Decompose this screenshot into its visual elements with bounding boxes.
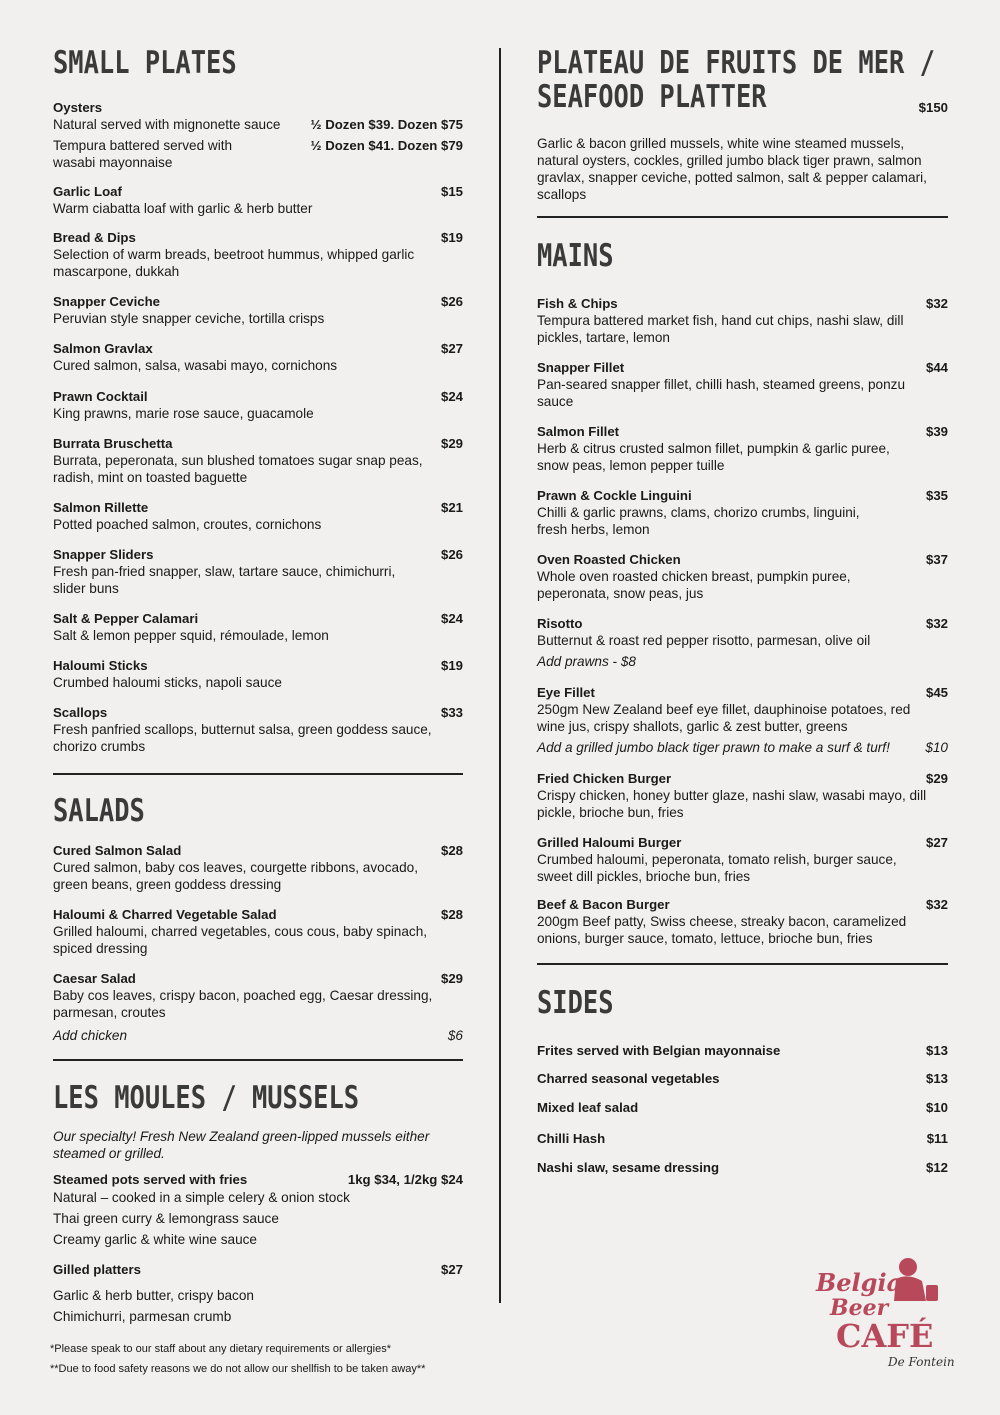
item-price: $29: [440, 971, 463, 986]
menu-item: [53, 229, 463, 280]
item-name: Oven Roasted Chicken: [537, 552, 681, 567]
item-name: Caesar Salad: [53, 971, 136, 986]
item-name: Bread & Dips: [53, 230, 136, 245]
item-desc: 250gm New Zealand beef eye fillet, dauphinoise potatoes, red wine jus, crispy shallots, garlic & zest butter, greens: [537, 702, 911, 734]
option: Creamy garlic & white wine sauce: [53, 1232, 257, 1247]
section-divider: [537, 963, 948, 965]
menu-item: [53, 970, 463, 1021]
item-name: Steamed pots served with fries: [53, 1172, 248, 1187]
fillet-addon-price: $10: [925, 740, 948, 755]
item-name: Prawn & Cockle Linguini: [537, 488, 692, 503]
side-item: [537, 1042, 948, 1059]
menu-item: [537, 684, 948, 756]
section-divider: [53, 1059, 463, 1061]
item-price: $33: [440, 705, 463, 720]
platter-price: $150: [918, 100, 948, 115]
item-price: $26: [440, 294, 463, 309]
item-desc: Whole oven roasted chicken breast, pumpkin puree, peperonata, snow peas, jus: [537, 569, 851, 601]
side-item: [537, 1070, 948, 1087]
item-desc: Herb & citrus crusted salmon fillet, pumpkin & garlic puree, snow peas, lemon pepper tuille: [537, 441, 890, 473]
item-desc: Fresh pan-fried snapper, slaw, tartare sauce, chimichurri, slider buns: [53, 564, 396, 596]
menu-item: [537, 423, 948, 474]
menu-item: [53, 388, 463, 422]
item-price: $19: [440, 230, 463, 245]
menu-item: [537, 834, 948, 885]
item-price: $45: [925, 685, 948, 700]
item-price: $37: [925, 552, 948, 567]
item-desc: Warm ciabatta loaf with garlic & herb butter: [53, 201, 313, 216]
item-desc: King prawns, marie rose sauce, guacamole: [53, 406, 314, 421]
column-divider: [499, 48, 501, 1303]
item-name: Cured Salmon Salad: [53, 843, 182, 858]
item-price: $27: [925, 835, 948, 850]
sides-title: SIDES: [537, 985, 614, 1021]
section-divider: [53, 773, 463, 775]
platter-desc: Garlic & bacon grilled mussels, white wine steamed mussels, natural oysters, cockles, grilled jumbo black tiger prawn, salmon gravlax, snapper ceviche, potted salmon, salt & pepper calamari, scallops: [537, 136, 927, 202]
item-desc: Pan-seared snapper fillet, chilli hash, steamed greens, ponzu sauce: [537, 377, 906, 409]
menu-item: [537, 359, 948, 410]
item-desc: Cured salmon, baby cos leaves, courgette ribbons, avocado, green beans, green goddess dressing: [53, 860, 418, 892]
menu-item: [53, 546, 463, 597]
addon-label: Add chicken: [53, 1028, 128, 1043]
item-price: $10: [925, 1100, 948, 1115]
item-desc: Selection of warm breads, beetroot hummus, whipped garlic mascarpone, dukkah: [53, 247, 415, 279]
option: Thai green curry & lemongrass sauce: [53, 1211, 279, 1226]
logo-word-beer: Beer: [830, 1295, 889, 1321]
item-desc: Peruvian style snapper ceviche, tortilla crisps: [53, 311, 325, 326]
item-price: $21: [440, 500, 463, 515]
item-price: $26: [440, 547, 463, 562]
item-desc: Fresh panfried scallops, butternut salsa, green goddess sauce, chorizo crumbs: [53, 722, 432, 754]
shellfish-note: **Due to food safety reasons we do not allow our shellfish to be taken away**: [50, 1363, 426, 1375]
item-name: Risotto: [537, 616, 583, 631]
small-plates-title: SMALL PLATES: [53, 45, 237, 81]
menu-item: [537, 487, 948, 538]
item-name: Garlic Loaf: [53, 184, 122, 199]
item-price: 1kg $34, 1/2kg $24: [347, 1172, 463, 1187]
side-item: [537, 1099, 948, 1116]
menu-item: [53, 293, 463, 327]
menu-item: [53, 435, 463, 486]
item-name: Prawn Cocktail: [53, 389, 148, 404]
menu-item: [53, 704, 463, 755]
item-price: $28: [440, 843, 463, 858]
item-desc: Crumbed haloumi sticks, napoli sauce: [53, 675, 282, 690]
item-price: $12: [925, 1160, 948, 1175]
option: Garlic & herb butter, crispy bacon: [53, 1288, 254, 1303]
item-price: $29: [440, 436, 463, 451]
item-desc: 200gm Beef patty, Swiss cheese, streaky bacon, caramelized onions, burger sauce, tomato, lettuce, brioche bun, fries: [537, 914, 907, 946]
item-price: $35: [925, 488, 948, 503]
menu-item: [53, 657, 463, 691]
item-desc: Salt & lemon pepper squid, rémoulade, lemon: [53, 628, 329, 643]
fillet-addon: Add a grilled jumbo black tiger prawn to make a surf & turf!: [537, 740, 890, 755]
menu-item: [53, 906, 463, 957]
item-desc: Potted poached salmon, croutes, cornichons: [53, 517, 322, 532]
option: Natural – cooked in a simple celery & onion stock: [53, 1190, 350, 1205]
item-desc: Butternut & roast red pepper risotto, parmesan, olive oil: [537, 633, 871, 648]
salad-addon: [53, 1027, 463, 1044]
item-name: Chilli Hash: [537, 1131, 606, 1146]
item-name: Fish & Chips: [537, 296, 618, 311]
item-name: Haloumi Sticks: [53, 658, 148, 673]
item-name: Charred seasonal vegetables: [537, 1071, 720, 1086]
item-desc: Baby cos leaves, crispy bacon, poached egg, Caesar dressing, parmesan, croutes: [53, 988, 433, 1020]
item-price: $32: [925, 296, 948, 311]
item-name: Burrata Bruschetta: [53, 436, 173, 451]
item-desc: Cured salmon, salsa, wasabi mayo, cornichons: [53, 358, 338, 373]
item-price: $24: [440, 389, 463, 404]
addon-price: $6: [447, 1028, 463, 1043]
option: Chimichurri, parmesan crumb: [53, 1309, 232, 1324]
salads-title: SALADS: [53, 793, 145, 829]
menu-item: [53, 610, 463, 644]
mussels-intro: Our specialty! Fresh New Zealand green-lipped mussels either steamed or grilled.: [53, 1129, 430, 1161]
menu-item: [537, 896, 948, 947]
menu-item: [537, 770, 948, 821]
item-price: $32: [925, 897, 948, 912]
item-name: Eye Fillet: [537, 685, 595, 700]
menu-item: [53, 842, 463, 893]
item-price: $13: [925, 1071, 948, 1086]
item-price: $19: [440, 658, 463, 673]
platter-title-line1: PLATEAU DE FRUITS DE MER /: [537, 45, 935, 81]
item-desc: Crumbed haloumi, peperonata, tomato relish, burger sauce, sweet dill pickles, brioche bun, fries: [537, 852, 897, 884]
item-name: Haloumi & Charred Vegetable Salad: [53, 907, 277, 922]
item-name: Beef & Bacon Burger: [537, 897, 670, 912]
item-name: Snapper Fillet: [537, 360, 625, 375]
item-price: ½ Dozen $39. Dozen $75: [310, 117, 463, 132]
platter-title-line2: SEAFOOD PLATTER: [537, 79, 767, 115]
item-name: Snapper Sliders: [53, 547, 154, 562]
item-price: $11: [926, 1131, 948, 1146]
item-name: Snapper Ceviche: [53, 294, 161, 309]
item-desc: Tempura battered served with wasabi mayonnaise: [53, 138, 233, 170]
menu-item: [537, 615, 948, 670]
menu-item: [53, 183, 463, 217]
menu-item-steamed-mussels: [53, 1171, 463, 1248]
mussels-title: LES MOULES / MUSSELS: [53, 1080, 360, 1116]
menu-item: [537, 295, 948, 346]
logo-beer-glass: [926, 1285, 938, 1301]
item-name: Salt & Pepper Calamari: [53, 611, 199, 626]
item-price: $24: [440, 611, 463, 626]
side-item: [537, 1159, 948, 1176]
item-name: Grilled Haloumi Burger: [537, 835, 682, 850]
item-desc: Chilli & garlic prawns, clams, chorizo crumbs, linguini, fresh herbs, lemon: [537, 505, 860, 537]
logo-word-belgian: Belgian: [816, 1268, 920, 1297]
item-name: Salmon Gravlax: [53, 341, 153, 356]
item-desc: Burrata, peperonata, sun blushed tomatoes sugar snap peas, radish, mint on toasted baguette: [53, 453, 423, 485]
item-desc: Crispy chicken, honey butter glaze, nashi slaw, wasabi mayo, dill pickle, brioche bun, fries: [537, 788, 927, 820]
item-price: $29: [925, 771, 948, 786]
item-desc: Tempura battered market fish, hand cut chips, nashi slaw, dill pickles, tartare, lemon: [537, 313, 904, 345]
item-price: $32: [925, 616, 948, 631]
side-item: [537, 1130, 948, 1147]
item-price: $28: [440, 907, 463, 922]
item-price: $27: [440, 341, 463, 356]
item-price: $44: [925, 360, 948, 375]
risotto-addon: Add prawns - $8: [537, 654, 636, 669]
item-name: Salmon Fillet: [537, 424, 620, 439]
mains-title: MAINS: [537, 238, 614, 274]
item-name: Fried Chicken Burger: [537, 771, 672, 786]
item-price: $39: [925, 424, 948, 439]
item-price: ½ Dozen $41. Dozen $79: [310, 138, 463, 153]
menu-item: [53, 499, 463, 533]
item-desc: Natural served with mignonette sauce: [53, 117, 281, 132]
menu-item-oysters: [53, 99, 463, 171]
item-name: Frites served with Belgian mayonnaise: [537, 1043, 781, 1058]
menu-item: [53, 340, 463, 374]
item-desc: Grilled haloumi, charred vegetables, cous cous, baby spinach, spiced dressing: [53, 924, 428, 956]
logo-word-de-fontein: De Fontein: [888, 1355, 955, 1369]
item-price: $13: [925, 1043, 948, 1058]
menu-item-grilled-mussels: [53, 1261, 463, 1325]
item-price: $27: [440, 1262, 463, 1277]
item-name: Oysters: [53, 100, 103, 115]
allergy-note: *Please speak to our staff about any dietary requirements or allergies*: [50, 1343, 391, 1355]
belgian-beer-cafe-logo: [808, 1255, 958, 1370]
item-price: $15: [440, 184, 463, 199]
item-name: Gilled platters: [53, 1262, 141, 1277]
menu-item: [537, 551, 948, 602]
item-name: Mixed leaf salad: [537, 1100, 639, 1115]
section-divider: [537, 216, 948, 218]
item-name: Scallops: [53, 705, 108, 720]
logo-graphic: [808, 1255, 958, 1370]
item-name: Salmon Rillette: [53, 500, 149, 515]
logo-word-cafe: CAFÉ: [836, 1317, 934, 1355]
item-name: Nashi slaw, sesame dressing: [537, 1160, 720, 1175]
